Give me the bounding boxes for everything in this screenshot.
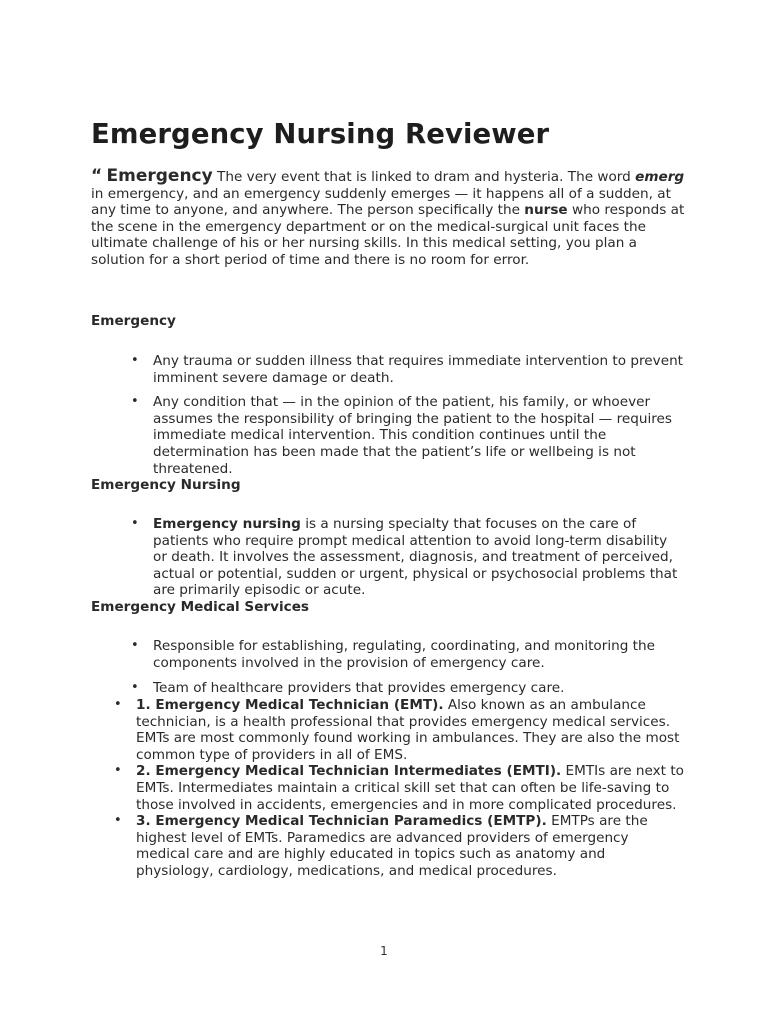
bullet-glyph: • (131, 638, 139, 653)
list-item-text: is a nursing specialty that focuses on the care of patients who require prompt medical attention to avoid long-term disability or death. It involves the assessment, diagnosis, and treatment of perceived, actual or potential, sudden or urgent, physical or psychosocial problems that are primarily episodic or acute. (153, 516, 678, 599)
bullet-glyph: • (131, 353, 139, 368)
emergency-nursing-list (131, 516, 683, 599)
heading-emergency: Emergency (91, 313, 176, 329)
intro-lead-word: Emergency (106, 166, 213, 186)
list-item (114, 763, 686, 813)
provider-text: Also known as an ambulance technician, is a health professional that provides emergency medical services. EMTs are most commonly found working in ambulances. They are also the most common type of providers in all of EMS. (136, 697, 680, 763)
list-item (131, 353, 684, 386)
list-item (131, 680, 683, 697)
intro-text-1: The very event that is linked to dram and hysteria. The word (212, 169, 636, 185)
list-item-bold: Emergency nursing (153, 516, 301, 532)
intro-paragraph (91, 168, 691, 269)
list-item (131, 638, 683, 671)
list-item (114, 813, 686, 879)
intro-emerg-word: emerg (635, 169, 685, 185)
list-item (131, 516, 683, 599)
bullet-glyph: • (131, 516, 139, 531)
page-title: Emergency Nursing Reviewer (91, 118, 550, 150)
bullet-glyph: • (114, 697, 122, 712)
heading-ems: Emergency Medical Services (91, 599, 310, 615)
provider-title: 1. Emergency Medical Technician (EMT). (136, 697, 444, 713)
provider-title: 3. Emergency Medical Technician Paramedics (EMTP). (136, 813, 547, 830)
bullet-glyph: • (131, 680, 139, 696)
intro-text-2: in emergency, and an emergency suddenly emerges — it happens all of a sudden, at any time to anyone, and anywhere. The person specifically the (91, 185, 671, 219)
intro-nurse-word: nurse (524, 202, 568, 219)
list-item-text: Any condition that — in the opinion of the patient, his family, or whoever assumes the responsibility of bringing the patient to the hospital — requires immediate medical intervention. This condition continues until the determination has been made that the patient’s life or wellbeing is not threatened. (153, 394, 672, 477)
list-item (114, 697, 686, 763)
provider-text: EMTPs are the highest level of EMTs. Paramedics are advanced providers of emergency medical care and are highly educated in topics such as anatomy and physiology, cardiology, medications, and medical procedures. (136, 813, 648, 879)
heading-emergency-nursing: Emergency Nursing (91, 477, 241, 493)
bullet-glyph: • (114, 813, 122, 829)
provider-text: EMTIs are next to EMTs. Intermediates maintain a critical skill set that can often be life-saving to those involved in accidents, emergencies and in more complicated procedures. (136, 763, 684, 813)
provider-title: 2. Emergency Medical Technician Intermediates (EMTI). (136, 763, 562, 780)
page-number: 1 (380, 944, 388, 958)
emergency-list (131, 353, 684, 477)
bullet-glyph: • (114, 763, 122, 779)
ems-providers-list (114, 697, 686, 880)
intro-quote-mark: “ (91, 166, 103, 186)
bullet-glyph: • (131, 394, 139, 410)
ems-list (131, 638, 683, 697)
list-item-text: Any trauma or sudden illness that requires immediate intervention to prevent imminent severe damage or death. (153, 353, 684, 386)
list-item (131, 394, 683, 477)
list-item-text: Responsible for establishing, regulating, coordinating, and monitoring the components involved in the provision of emergency care. (153, 638, 655, 671)
list-item-text: Team of healthcare providers that provides emergency care. (153, 680, 565, 697)
intro-text-3: who responds at the scene in the emergency department or on the medical-surgical unit faces the ultimate challenge of his or her nursing skills. In this medical setting, you plan a solution for a short period of time and there is no room for error. (91, 202, 685, 268)
